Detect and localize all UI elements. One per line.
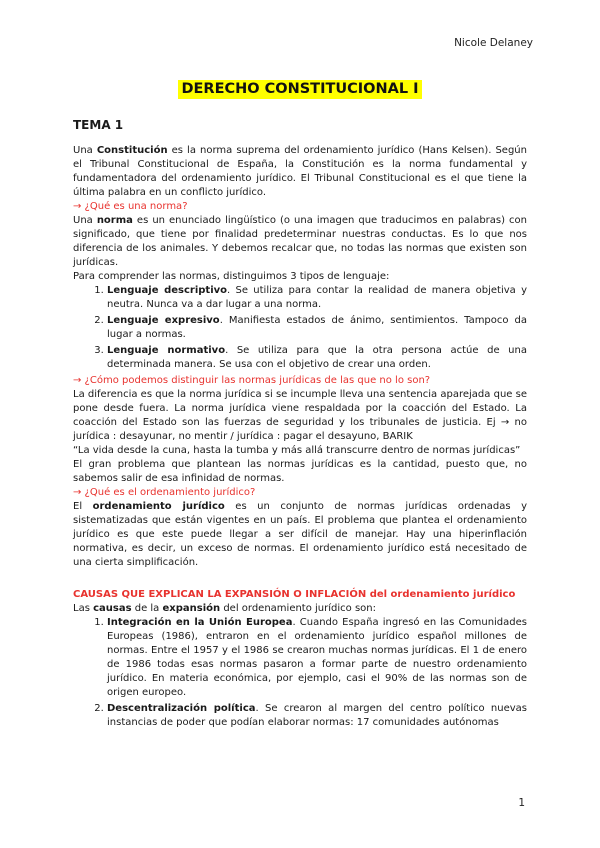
paragraph-ordenamiento	[73, 500, 527, 570]
paragraph-tipos-lenguaje: Para comprender las normas, distinguimos 3 tipos de lenguaje:	[73, 271, 390, 282]
document-title: DERECHO CONSTITUCIONAL I	[178, 80, 421, 99]
text-segment: . Se utiliza para contar la realidad de manera objetiva y neutra. Nunca va a dar lugar a una norma.	[107, 285, 527, 310]
text-segment: Una	[73, 215, 97, 226]
section-heading-tema: TEMA 1	[73, 118, 124, 132]
list-item	[107, 344, 527, 372]
text-segment: El	[73, 501, 93, 512]
text-segment: Las	[73, 603, 94, 614]
text-segment: . Manifiesta estados de ánimo, sentimientos. Tampoco da lugar a normas.	[107, 315, 527, 340]
list-item	[107, 702, 527, 730]
bold-term: Constitución	[96, 145, 168, 156]
text-segment: de la	[131, 603, 163, 614]
list-item	[107, 284, 527, 312]
title-container	[0, 78, 600, 99]
text-segment: . Se crearon al margen del centro político nuevas instancias de poder que podían elaborar normas: 17 comunidades autónomas	[107, 703, 528, 728]
question-distinguir: → ¿Cómo podemos distinguir las normas jurídicas de las que no lo son?	[73, 375, 431, 386]
author-name: Nicole Delaney	[454, 37, 533, 49]
bold-term: expansión	[162, 603, 221, 614]
question-norma: → ¿Qué es una norma?	[73, 201, 188, 212]
text-segment: es la norma suprema del ordenamiento jurídico (Hans Kelsen). Según el Tribunal Constitucional de España, la Constitución es la norma fundamental y fundamentadora del ordenamiento jurídico. El Tribunal Constitucional es el que tiene la última palabra en un conflicto jurídico.	[73, 145, 527, 198]
list-lenguajes	[73, 284, 527, 372]
text-segment: . Cuando España ingresó en las Comunidades Europeas (1986), entraron en el ordenamiento jurídico español millones de normas. Entre el 1957 y el 1986 se crearon muchas normas jurídicas. El 1 de enero de 1986 todas esas normas pasaron a formar parte de nuestro ordenamiento jurídico. En materia económica, por ejemplo, casi el 90% de las normas son de origen europeo.	[107, 617, 527, 698]
paragraph-problema: El gran problema que plantean las normas jurídicas es la cantidad, puesto que, no sabemos salir de esa infinidad de normas.	[73, 459, 527, 484]
document-body	[73, 118, 527, 732]
section-heading-causas: CAUSAS QUE EXPLICAN LA EXPANSIÓN O INFLACIÓN del ordenamiento jurídico	[73, 589, 516, 600]
bold-term: Lenguaje descriptivo	[107, 285, 228, 296]
text-segment: Una	[73, 145, 97, 156]
paragraph-causas-intro	[73, 602, 527, 616]
list-item	[107, 616, 527, 700]
bold-term: Lenguaje normativo	[107, 345, 226, 356]
paragraph-constitucion	[73, 144, 527, 200]
bold-term: Integración en la Unión Europea	[107, 617, 293, 628]
list-item	[107, 314, 527, 342]
list-causas	[73, 616, 527, 730]
bold-term: causas	[93, 603, 132, 614]
text-segment: del ordenamiento jurídico son:	[220, 603, 376, 614]
page-number: 1	[518, 797, 525, 809]
text-segment: es un enunciado lingüístico (o una imagen que traducimos en palabras) con significado, que tiene por finalidad predeterminar nuestras conductas. Es lo que nos diferencia de los animales. Y debemos recalcar que, no todas las normas que existen son jurídicas.	[73, 215, 527, 268]
paragraph-diferencia: La diferencia es que la norma jurídica si se incumple lleva una sentencia aparejada que se pone desde fuera. La norma jurídica viene respaldada por la coacción del Estado. La coacción del Estado son las fuerzas de seguridad y los tribunales de justicia. Ej → no jurídica : desayunar, no mentir / jurídica : pagar el desayuno, BARIK	[73, 389, 527, 442]
bold-term: norma	[96, 215, 133, 226]
text-segment: . Se utiliza para que la otra persona actúe de una determinada manera. Se usa con el objetivo de crear una orden.	[107, 345, 527, 370]
quote-vida: “La vida desde la cuna, hasta la tumba y más allá transcurre dentro de normas jurídicas”	[73, 445, 521, 456]
bold-term: ordenamiento jurídico	[92, 501, 225, 512]
question-ordenamiento: → ¿Qué es el ordenamiento jurídico?	[73, 487, 256, 498]
paragraph-norma	[73, 214, 527, 270]
bold-term: Descentralización política	[107, 703, 256, 714]
text-segment: es un conjunto de normas jurídicas ordenadas y sistematizadas que están vigentes en un país. El problema que plantea el ordenamiento jurídico es que este puede llegar a ser difícil de manejar. Hay una hiperinflación normativa, es decir, un exceso de normas. El ordenamiento jurídico está necesitado de una cierta simplificación.	[73, 501, 528, 568]
bold-term: Lenguaje expresivo	[107, 315, 220, 326]
